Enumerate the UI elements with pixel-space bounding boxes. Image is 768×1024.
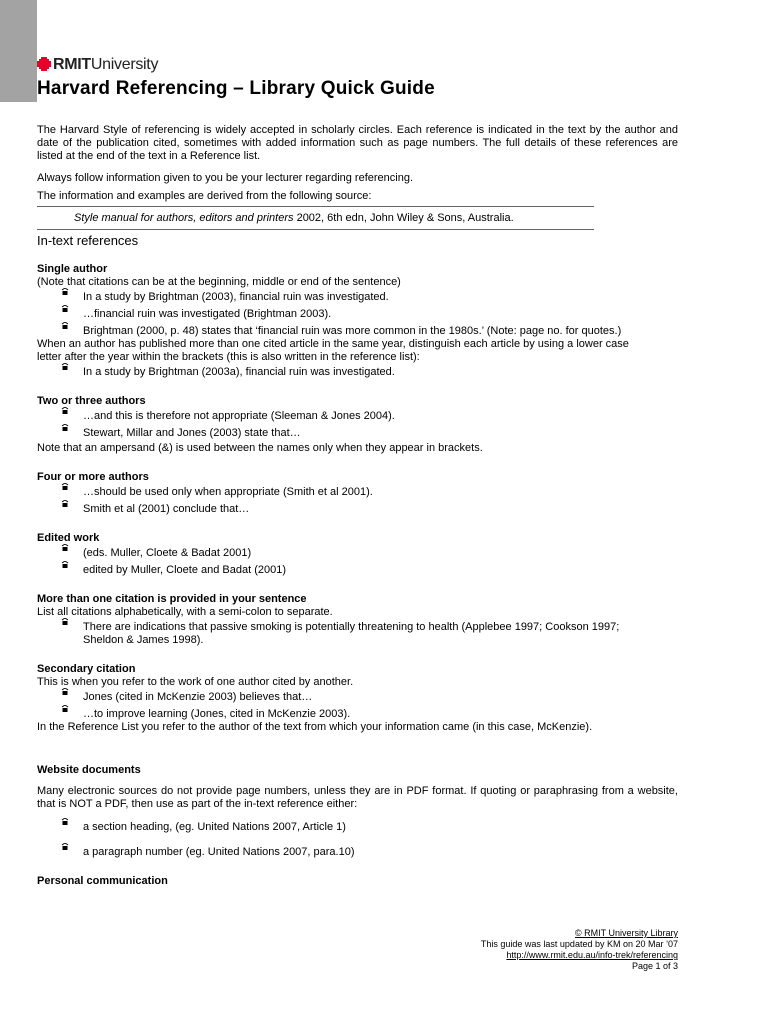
list-item: …financial ruin was investigated (Brightman 2003). <box>37 308 678 321</box>
heading-website-documents: Website documents <box>37 764 141 776</box>
list-item: (eds. Muller, Cloete & Badat 2001) <box>37 547 678 560</box>
rmit-logo <box>37 54 158 74</box>
list-item: Jones (cited in McKenzie 2003) believes that… <box>37 691 678 704</box>
bullet-icon <box>61 843 69 852</box>
single-note: (Note that citations can be at the beginning, middle or end of the sentence) <box>37 276 401 288</box>
list-item: …to improve learning (Jones, cited in McKenzie 2003). <box>37 708 678 721</box>
list-item: Stewart, Millar and Jones (2003) state that… <box>37 427 678 440</box>
bullet-icon <box>61 818 69 827</box>
copyright-line: © RMIT University Library <box>575 928 678 938</box>
bullet-icon <box>61 561 69 570</box>
multi-note: List all citations alphabetically, with a semi-colon to separate. <box>37 606 333 618</box>
multi-list <box>37 621 678 647</box>
list-item: In a study by Brightman (2003), financial ruin was investigated. <box>37 291 678 304</box>
bullet-icon <box>61 688 69 697</box>
bullet-icon <box>61 618 69 627</box>
secondary-note: This is when you refer to the work of one author cited by another. <box>37 676 354 688</box>
list-item: Smith et al (2001) conclude that… <box>37 503 678 516</box>
bullet-icon <box>61 288 69 297</box>
bullet-icon <box>61 424 69 433</box>
bullet-icon <box>61 363 69 372</box>
edited-list <box>37 547 678 577</box>
bullet-icon <box>61 407 69 416</box>
advice-paragraph: Always follow information given to you be your lecturer regarding referencing. <box>37 172 414 184</box>
document-body <box>37 124 678 888</box>
referencing-link[interactable]: http://www.rmit.edu.au/info-trek/referencing <box>506 950 678 960</box>
heading-single-author: Single author <box>37 263 108 275</box>
heading-secondary-citation: Secondary citation <box>37 663 136 675</box>
list-item: a paragraph number (eg. United Nations 2007, para.10) <box>37 846 678 859</box>
page-number: Page 1 of 3 <box>631 961 678 971</box>
heading-multiple-citations: More than one citation is provided in your sentence <box>37 593 307 605</box>
ampersand-note: Note that an ampersand (&) is used between the names only when they appear in brackets. <box>37 442 483 454</box>
list-item: …should be used only when appropriate (Smith et al 2001). <box>37 486 678 499</box>
intro-paragraph: The Harvard Style of referencing is widely accepted in scholarly circles. Each reference is indicated in the text by the author and date of the publication cited, sometimes with added information such as page numbers. The full details of these references are listed at the end of the text in a Reference list. <box>37 124 678 162</box>
list-item: Brightman (2000, p. 48) states that ‘financial ruin was more common in the 1980s.’ (Note: page no. for quotes.) <box>37 325 678 338</box>
list-item: edited by Muller, Cloete and Badat (2001) <box>37 564 678 577</box>
page-footer <box>481 928 678 972</box>
heading-two-three-authors: Two or three authors <box>37 395 146 407</box>
same-year-paragraph: When an author has published more than one cited article in the same year, distinguish each article by using a lower case letter after the year within the brackets (this is also written in the reference list): <box>37 338 629 363</box>
four-list <box>37 486 678 516</box>
list-item: There are indications that passive smoking is potentially threatening to health (Applebee 1997; Cookson 1997; Sheldon & James 1998). <box>37 621 678 647</box>
list-item: a section heading, (eg. United Nations 2007, Article 1) <box>37 821 678 834</box>
list-item: In a study by Brightman (2003a), financial ruin was investigated. <box>37 366 678 379</box>
two-list <box>37 410 678 440</box>
reference-list-note: In the Reference List you refer to the author of the text from which your information came (in this case, McKenzie). <box>37 721 593 733</box>
website-list <box>37 821 678 859</box>
source-intro: The information and examples are derived from the following source: <box>37 190 372 202</box>
logo-wordmark: RMITUniversity <box>53 55 159 73</box>
heading-edited-work: Edited work <box>37 532 100 544</box>
heading-four-authors: Four or more authors <box>37 471 149 483</box>
page-title: Harvard Referencing – Library Quick Guide <box>37 78 435 99</box>
side-color-bar <box>0 0 37 102</box>
source-citation: Style manual for authors, editors and printers 2002, 6th edn, John Wiley & Sons, Australia. <box>74 212 514 224</box>
section-heading-intext: In-text references <box>37 233 139 248</box>
pixel-logo-icon <box>37 57 51 71</box>
updated-line: This guide was last updated by KM on 20 Mar ’07 <box>480 939 678 949</box>
bullet-icon <box>61 705 69 714</box>
divider-bottom <box>37 229 594 230</box>
heading-personal-communication: Personal communication <box>37 875 168 887</box>
bullet-icon <box>61 483 69 492</box>
single-list <box>37 291 678 338</box>
single-list-2 <box>37 366 678 379</box>
bullet-icon <box>61 500 69 509</box>
website-paragraph: Many electronic sources do not provide page numbers, unless they are in PDF format. If quoting or paraphrasing from a website, that is NOT a PDF, then use as part of the in-text reference either: <box>37 785 678 810</box>
list-item: …and this is therefore not appropriate (Sleeman & Jones 2004). <box>37 410 678 423</box>
bullet-icon <box>61 322 69 331</box>
bullet-icon <box>61 305 69 314</box>
secondary-list <box>37 691 678 721</box>
bullet-icon <box>61 544 69 553</box>
